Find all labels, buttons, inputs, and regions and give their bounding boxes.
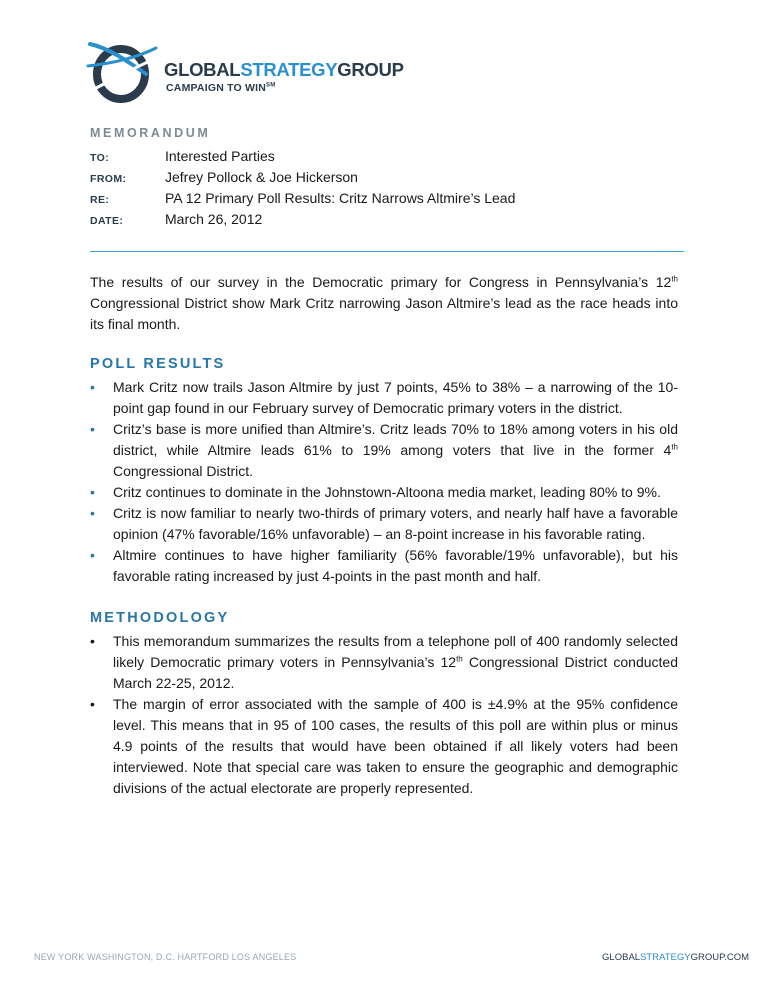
memo-from-label: FROM:: [90, 173, 127, 185]
company-logo: [86, 40, 404, 104]
list-item: • Critz’s base is more unified than Altmire’s. Critz leads 70% to 18% among voters in his old district, while Altmire leads 61% to 19% among voters that live in the former 4th Congressional District.: [90, 421, 678, 479]
list-item: • This memorandum summarizes the results from a telephone poll of 400 randomly selected likely Democratic primary voters in Pennsylvania’s 12th Congressional District conducted March 22-25, 2012.: [90, 633, 678, 691]
logo-wordmark: GLOBALSTRATEGYGROUP: [164, 59, 404, 80]
list-item: • Critz continues to dominate in the Johnstown-Altoona media market, leading 80% to 9%.: [90, 482, 678, 503]
methodology-list: [90, 631, 678, 799]
poll-results-title: POLL RESULTS: [90, 356, 226, 372]
footer-website-link[interactable]: GLOBALSTRATEGYGROUP.COM: [602, 952, 749, 963]
bullet-icon: •: [90, 547, 95, 563]
bullet-icon: •: [90, 696, 95, 712]
memo-to-label: TO:: [90, 152, 110, 164]
bullet-icon: •: [90, 505, 95, 521]
bullet-icon: •: [90, 633, 95, 649]
memo-re-value: PA 12 Primary Poll Results: Critz Narrows Altmire’s Lead: [165, 190, 516, 206]
memo-date-value: March 26, 2012: [165, 211, 263, 227]
intro-paragraph: The results of our survey in the Democratic primary for Congress in Pennsylvania’s 12th Congressional District show Mark Critz narrowing Jason Altmire’s lead as the race heads into its final month.: [90, 274, 678, 332]
list-item: • The margin of error associated with the sample of 400 is ±4.9% at the 95% confidence level. This means that in 95 of 100 cases, the results of this poll are within plus or minus 4.9 points of the results that would have been obtained if all likely voters had been interviewed. Note that special care was taken to ensure the geographic and demographic divisions of the actual electorate are properly represented.: [90, 696, 678, 796]
memo-from-value: Jefrey Pollock & Joe Hickerson: [165, 169, 358, 185]
memo-to-value: Interested Parties: [165, 148, 275, 164]
memo-re-label: RE:: [90, 194, 110, 206]
bullet-icon: •: [90, 379, 95, 395]
memo-date-label: DATE:: [90, 215, 124, 227]
methodology-title: METHODOLOGY: [90, 610, 230, 626]
list-item: • Altmire continues to have higher familiarity (56% favorable/19% unfavorable), but his favorable rating increased by just 4-points in the past month and half.: [90, 547, 678, 584]
list-item: • Mark Critz now trails Jason Altmire by just 7 points, 45% to 38% – a narrowing of the 10-point gap found in our February survey of Democratic primary voters in the district.: [90, 379, 678, 416]
bullet-icon: •: [90, 421, 95, 437]
bullet-icon: •: [90, 484, 95, 500]
globe-swoosh-icon: [86, 40, 160, 104]
poll-results-list: [90, 377, 678, 587]
footer-cities: NEW YORK WASHINGTON, D.C. HARTFORD LOS ANGELES: [34, 952, 297, 962]
memo-heading: MEMORANDUM: [90, 126, 211, 140]
list-item: • Critz is now familiar to nearly two-thirds of primary voters, and nearly half have a favorable opinion (47% favorable/16% unfavorable) – an 8-point increase in his favorable rating.: [90, 505, 678, 542]
logo-tagline: CAMPAIGN TO WIN℠: [166, 82, 276, 94]
header-divider: [90, 251, 684, 252]
